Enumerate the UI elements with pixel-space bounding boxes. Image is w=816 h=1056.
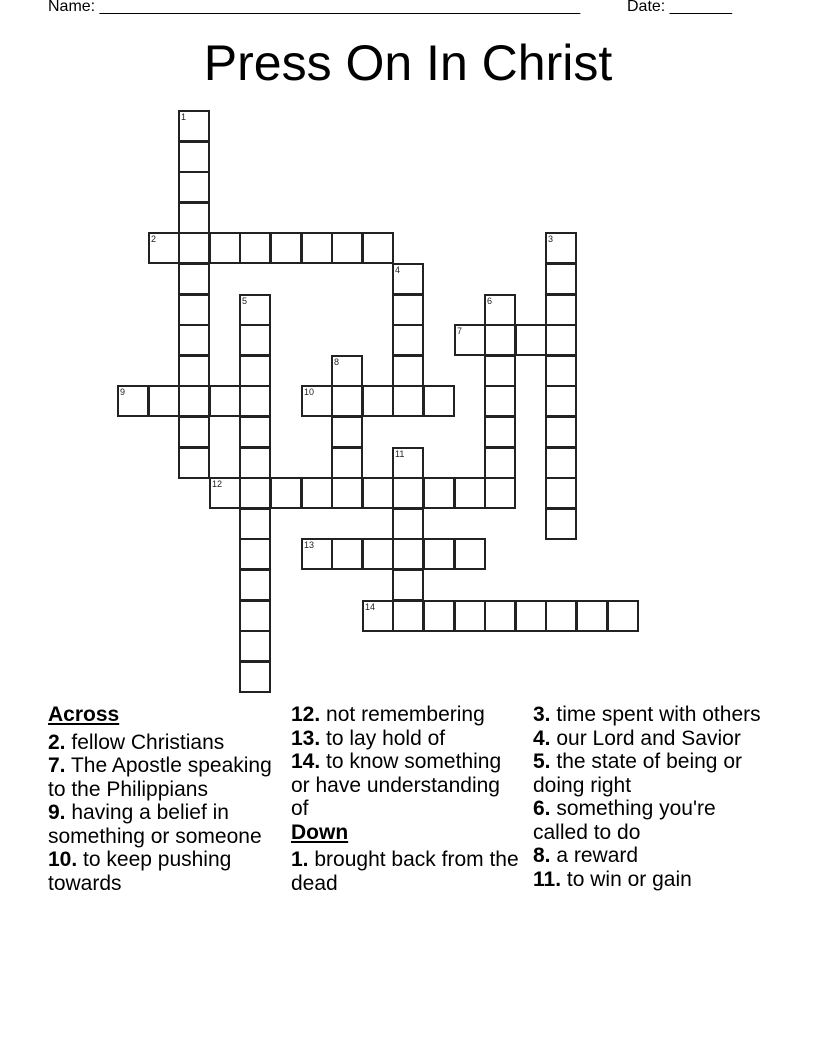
grid-cell[interactable] <box>239 538 271 570</box>
grid-cell[interactable] <box>362 232 394 264</box>
grid-cell[interactable] <box>484 600 516 632</box>
grid-cell[interactable] <box>545 385 577 417</box>
clue-number: 1. <box>291 848 309 871</box>
clue-text: to keep pushing towards <box>48 848 232 895</box>
grid-cell[interactable] <box>545 294 577 326</box>
clue-down-5 <box>533 750 763 797</box>
grid-cell[interactable] <box>545 600 577 632</box>
grid-cell[interactable] <box>515 600 547 632</box>
clue-text: a reward <box>556 844 639 867</box>
clue-text: to win or gain <box>566 867 692 891</box>
grid-cell[interactable] <box>239 416 271 448</box>
grid-cell[interactable] <box>239 294 271 326</box>
clue-across-7 <box>48 754 278 801</box>
clue-number: 8. <box>533 844 551 867</box>
grid-cell[interactable] <box>331 385 363 417</box>
clue-across-10 <box>48 848 278 895</box>
grid-cell[interactable] <box>392 447 424 479</box>
clue-number-label: 11 <box>395 449 405 459</box>
grid-cell[interactable] <box>392 508 424 540</box>
clue-number: 3. <box>533 703 551 726</box>
grid-cell[interactable] <box>545 416 577 448</box>
grid-cell[interactable] <box>362 477 394 509</box>
clue-text: having a belief in something or someone <box>48 801 262 848</box>
clue-number-label: 7 <box>457 326 463 336</box>
grid-cell[interactable] <box>178 447 210 479</box>
grid-cell[interactable] <box>484 385 516 417</box>
grid-cell[interactable] <box>239 477 271 509</box>
grid-cell[interactable] <box>392 263 424 295</box>
grid-cell[interactable] <box>178 202 210 234</box>
clue-number: 12. <box>291 703 321 726</box>
clue-number: 4. <box>533 726 551 750</box>
clue-number-label: 9 <box>120 387 126 397</box>
grid-cell[interactable] <box>178 324 210 356</box>
clue-number-label: 8 <box>334 357 340 367</box>
grid-cell[interactable] <box>331 416 363 448</box>
clue-number: 6. <box>533 797 551 820</box>
clue-text: the state of being or doing right <box>533 750 742 797</box>
grid-cell[interactable] <box>545 447 577 479</box>
grid-cell[interactable] <box>178 355 210 387</box>
grid-cell[interactable] <box>454 538 486 570</box>
clue-number: 13. <box>291 726 321 750</box>
grid-cell[interactable] <box>178 110 210 142</box>
grid-cell[interactable] <box>484 416 516 448</box>
grid-cell[interactable] <box>454 324 486 356</box>
clue-number-label: 5 <box>242 296 248 306</box>
clue-number-label: 13 <box>304 540 315 550</box>
clue-number-label: 10 <box>304 387 315 397</box>
clue-across-13 <box>291 727 521 751</box>
grid-cell[interactable] <box>270 477 302 509</box>
grid-cell[interactable] <box>270 232 302 264</box>
clue-across-14 <box>291 750 521 821</box>
clue-text: to lay hold of <box>326 726 446 750</box>
clue-number: 2. <box>48 730 66 754</box>
grid-cell[interactable] <box>239 385 271 417</box>
clue-down-1 <box>291 848 521 895</box>
clues-column-2 <box>291 703 521 895</box>
grid-cell[interactable] <box>301 385 333 417</box>
grid-cell[interactable] <box>423 385 455 417</box>
grid-cell[interactable] <box>362 600 394 632</box>
clue-text: to know something or have understanding of <box>291 750 502 820</box>
clue-down-4 <box>533 727 763 751</box>
grid-cell[interactable] <box>239 661 271 693</box>
clue-number-label: 6 <box>487 296 493 306</box>
grid-cell[interactable] <box>484 324 516 356</box>
grid-cell[interactable] <box>362 385 394 417</box>
grid-cell[interactable] <box>239 232 271 264</box>
grid-cell[interactable] <box>362 538 394 570</box>
grid-cell[interactable] <box>484 447 516 479</box>
clue-number-label: 3 <box>548 234 554 244</box>
grid-cell[interactable] <box>331 538 363 570</box>
clue-down-8 <box>533 844 763 868</box>
clue-number: 10. <box>48 848 78 871</box>
down-heading: Down <box>291 820 349 844</box>
grid-cell[interactable] <box>392 324 424 356</box>
grid-cell[interactable] <box>331 355 363 387</box>
grid-cell[interactable] <box>209 232 241 264</box>
grid-cell[interactable] <box>117 385 149 417</box>
clue-number: 9. <box>48 801 66 824</box>
clues-column-1 <box>48 703 278 895</box>
grid-cell[interactable] <box>239 324 271 356</box>
across-heading: Across <box>48 703 120 726</box>
clue-text: brought back from the dead <box>291 848 519 895</box>
grid-cell[interactable] <box>607 600 639 632</box>
grid-cell[interactable] <box>239 447 271 479</box>
clue-number: 11. <box>533 867 562 891</box>
grid-cell[interactable] <box>239 600 271 632</box>
name-field-label: Name: ______________________________________________________ <box>48 0 581 15</box>
grid-cell[interactable] <box>301 232 333 264</box>
grid-cell[interactable] <box>178 232 210 264</box>
clue-number: 5. <box>533 750 551 773</box>
clue-text: fellow Christians <box>71 730 225 754</box>
grid-cell[interactable] <box>331 477 363 509</box>
grid-cell[interactable] <box>515 324 547 356</box>
grid-cell[interactable] <box>392 600 424 632</box>
clue-number-label: 12 <box>212 479 223 489</box>
grid-cell[interactable] <box>392 294 424 326</box>
clue-text: something you're called to do <box>533 797 716 844</box>
grid-cell[interactable] <box>423 477 455 509</box>
grid-cell[interactable] <box>178 385 210 417</box>
clue-text: not remembering <box>326 703 485 726</box>
clue-across-12 <box>291 703 521 727</box>
clue-number: 14. <box>291 750 321 773</box>
grid-cell[interactable] <box>331 447 363 479</box>
grid-cell[interactable] <box>484 294 516 326</box>
grid-cell[interactable] <box>454 477 486 509</box>
grid-cell[interactable] <box>545 263 577 295</box>
grid-cell[interactable] <box>454 600 486 632</box>
clue-down-3 <box>533 703 763 727</box>
clue-down-6 <box>533 797 763 844</box>
grid-cell[interactable] <box>148 385 180 417</box>
grid-cell[interactable] <box>392 477 424 509</box>
clue-text: The Apostle speaking to the Philippians <box>48 754 272 801</box>
grid-cell[interactable] <box>178 171 210 203</box>
grid-cell[interactable] <box>484 477 516 509</box>
grid-cell[interactable] <box>178 141 210 173</box>
grid-cell[interactable] <box>423 600 455 632</box>
grid-cell[interactable] <box>178 294 210 326</box>
grid-cell[interactable] <box>392 538 424 570</box>
grid-cell[interactable] <box>545 508 577 540</box>
date-field-label: Date: _______ <box>627 0 732 15</box>
grid-cell[interactable] <box>178 263 210 295</box>
clue-text: our Lord and Savior <box>556 726 741 750</box>
grid-cell[interactable] <box>484 355 516 387</box>
grid-cell[interactable] <box>331 232 363 264</box>
clue-number-label: 2 <box>151 234 157 244</box>
clue-number-label: 4 <box>395 265 401 275</box>
grid-cell[interactable] <box>148 232 180 264</box>
grid-cell[interactable] <box>423 538 455 570</box>
grid-cell[interactable] <box>239 569 271 601</box>
grid-cell[interactable] <box>239 630 271 662</box>
grid-cell[interactable] <box>545 324 577 356</box>
clue-across-2 <box>48 731 278 755</box>
clue-across-9 <box>48 801 278 848</box>
grid-cell[interactable] <box>545 477 577 509</box>
grid-cell[interactable] <box>209 477 241 509</box>
grid-cell[interactable] <box>392 569 424 601</box>
grid-cell[interactable] <box>392 355 424 387</box>
grid-cell[interactable] <box>301 477 333 509</box>
grid-cell[interactable] <box>392 385 424 417</box>
grid-cell[interactable] <box>209 385 241 417</box>
clue-number-label: 1 <box>181 112 187 122</box>
grid-cell[interactable] <box>239 508 271 540</box>
clue-text: time spent with others <box>556 703 761 726</box>
grid-cell[interactable] <box>301 538 333 570</box>
puzzle-title: Press On In Christ <box>203 35 613 91</box>
grid-cell[interactable] <box>576 600 608 632</box>
grid-cell[interactable] <box>545 355 577 387</box>
clue-down-11 <box>533 868 763 892</box>
grid-cell[interactable] <box>239 355 271 387</box>
clue-number: 7. <box>48 754 66 777</box>
grid-cell[interactable] <box>545 232 577 264</box>
clue-number-label: 14 <box>365 602 376 612</box>
clues-column-3 <box>533 703 763 891</box>
grid-cell[interactable] <box>178 416 210 448</box>
